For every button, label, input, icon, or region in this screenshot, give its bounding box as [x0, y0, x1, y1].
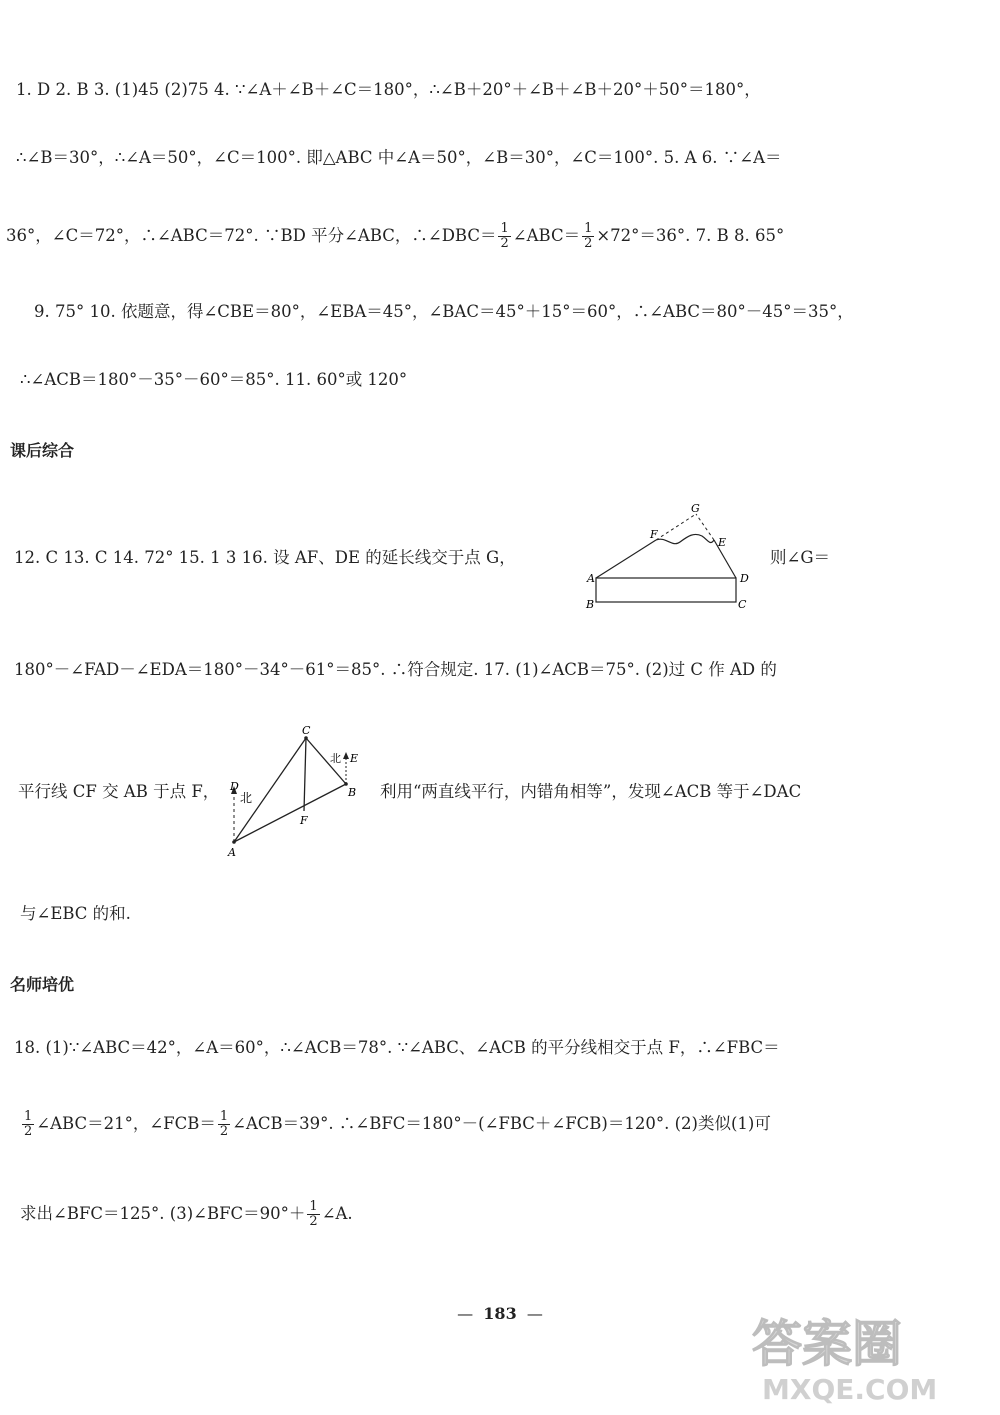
watermark-logo: [742, 1299, 992, 1409]
label-north-a: 北: [240, 791, 253, 805]
text-segment: ∠ACB＝39°. ∴∠BFC＝180°－(∠FBC＋∠FCB)＝120°. (2)类似(1)可: [232, 1114, 771, 1133]
fraction-half: $\frac{1}{2}$: [309, 1199, 318, 1229]
section-heading-advanced: 名师培优: [10, 975, 75, 994]
figure-pentagon-diagram: [584, 502, 754, 614]
page-number-value: 183: [483, 1304, 517, 1323]
label-e: E: [350, 752, 359, 765]
label-d: D: [740, 572, 749, 585]
segment-af: [596, 540, 656, 578]
answer-line-6: 12. C 13. C 14. 72° 15. 1 3 16. 设 AF、DE 的延长线交于点 G，: [14, 548, 516, 567]
text-segment: 求出∠BFC＝125°. (3)∠BFC＝90°＋: [20, 1204, 306, 1223]
rectangle-bcd: [596, 578, 736, 602]
watermark-logo-text: 答案圈: [752, 1315, 902, 1373]
segment-cf: [304, 738, 306, 811]
label-a: A: [587, 572, 595, 585]
answer-line-12: [20, 1200, 353, 1229]
answer-line-5: ∴∠ACB＝180°－35°－60°＝85°. 11. 60°或 120°: [20, 370, 408, 389]
label-e: E: [718, 536, 727, 549]
label-a: A: [228, 846, 236, 858]
point-a: [232, 840, 236, 844]
label-f: F: [650, 528, 658, 541]
fraction-half: $\frac{1}{2}$: [24, 1109, 33, 1139]
text-segment: ×72°＝36°. 7. B 8. 65°: [596, 226, 785, 245]
text-segment: ∠A.: [321, 1204, 353, 1223]
answer-line-4: 9. 75° 10. 依题意，得∠CBE＝80°，∠EBA＝45°，∠BAC＝45°＋15°＝60°，∴∠ABC＝80°－45°＝35°，: [34, 302, 854, 321]
label-d: D: [230, 780, 239, 793]
answer-line-7: 180°－∠FAD－∠EDA＝180°－34°－61°＝85°. ∴符合规定. 17. (1)∠ACB＝75°. (2)过 C 作 AD 的: [14, 660, 777, 679]
label-b: B: [586, 598, 595, 611]
figure-triangle-bearing-diagram: [222, 722, 372, 858]
label-c: C: [302, 724, 311, 737]
dash-right: —: [516, 1304, 543, 1323]
dashed-extension-eg: [696, 514, 714, 540]
segment-ac: [234, 738, 306, 842]
watermark-icon: [742, 1299, 992, 1409]
answer-line-2: ∴∠B＝30°，∴∠A＝50°，∠C＝100°. 即△ABC 中∠A＝50°，∠B＝30°，∠C＝100°. 5. A 6. ∵∠A＝: [16, 148, 782, 167]
north-arrow-icon: [343, 752, 349, 759]
label-b: B: [348, 786, 357, 799]
section-heading-review: 课后综合: [10, 441, 75, 460]
text-segment: 36°，∠C＝72°，∴∠ABC＝72°. ∵BD 平分∠ABC，∴∠DBC＝: [6, 226, 497, 245]
answer-line-9: 与∠EBC 的和.: [20, 904, 131, 923]
dash-left: —: [457, 1304, 484, 1323]
label-c: C: [738, 598, 747, 611]
answer-line-3: [6, 222, 784, 251]
label-f: F: [300, 814, 308, 827]
text-segment: ∠ABC＝21°，∠FCB＝: [36, 1114, 216, 1133]
text-segment: ∠ABC＝: [512, 226, 581, 245]
label-north-b: 北: [330, 752, 341, 765]
answer-line-10: 18. (1)∵∠ABC＝42°，∠A＝60°，∴∠ACB＝78°. ∵∠ABC、∠ACB 的平分线相交于点 F，∴∠FBC＝: [14, 1038, 780, 1057]
answer-line-11: [20, 1110, 771, 1139]
answer-line-1: 1. D 2. B 3. (1)45 (2)75 4. ∵∠A＋∠B＋∠C＝180°，∴∠B＋20°＋∠B＋∠B＋20°＋50°＝180°，: [16, 80, 761, 99]
fraction-half: $\frac{1}{2}$: [500, 221, 509, 251]
answer-line-6-end: 则∠G＝: [770, 548, 831, 567]
answer-line-8: 平行线 CF 交 AB 于点 F，: [18, 782, 220, 801]
fraction-half: $\frac{1}{2}$: [219, 1109, 229, 1139]
fraction-half: $\frac{1}{2}$: [584, 221, 593, 251]
answer-line-8-end: 利用“两直线平行，内错角相等”，发现∠ACB 等于∠DAC: [380, 782, 802, 801]
label-g: G: [691, 502, 700, 515]
watermark-site-text: MXQE.COM: [762, 1373, 938, 1406]
wavy-edge-fe: [656, 534, 714, 543]
